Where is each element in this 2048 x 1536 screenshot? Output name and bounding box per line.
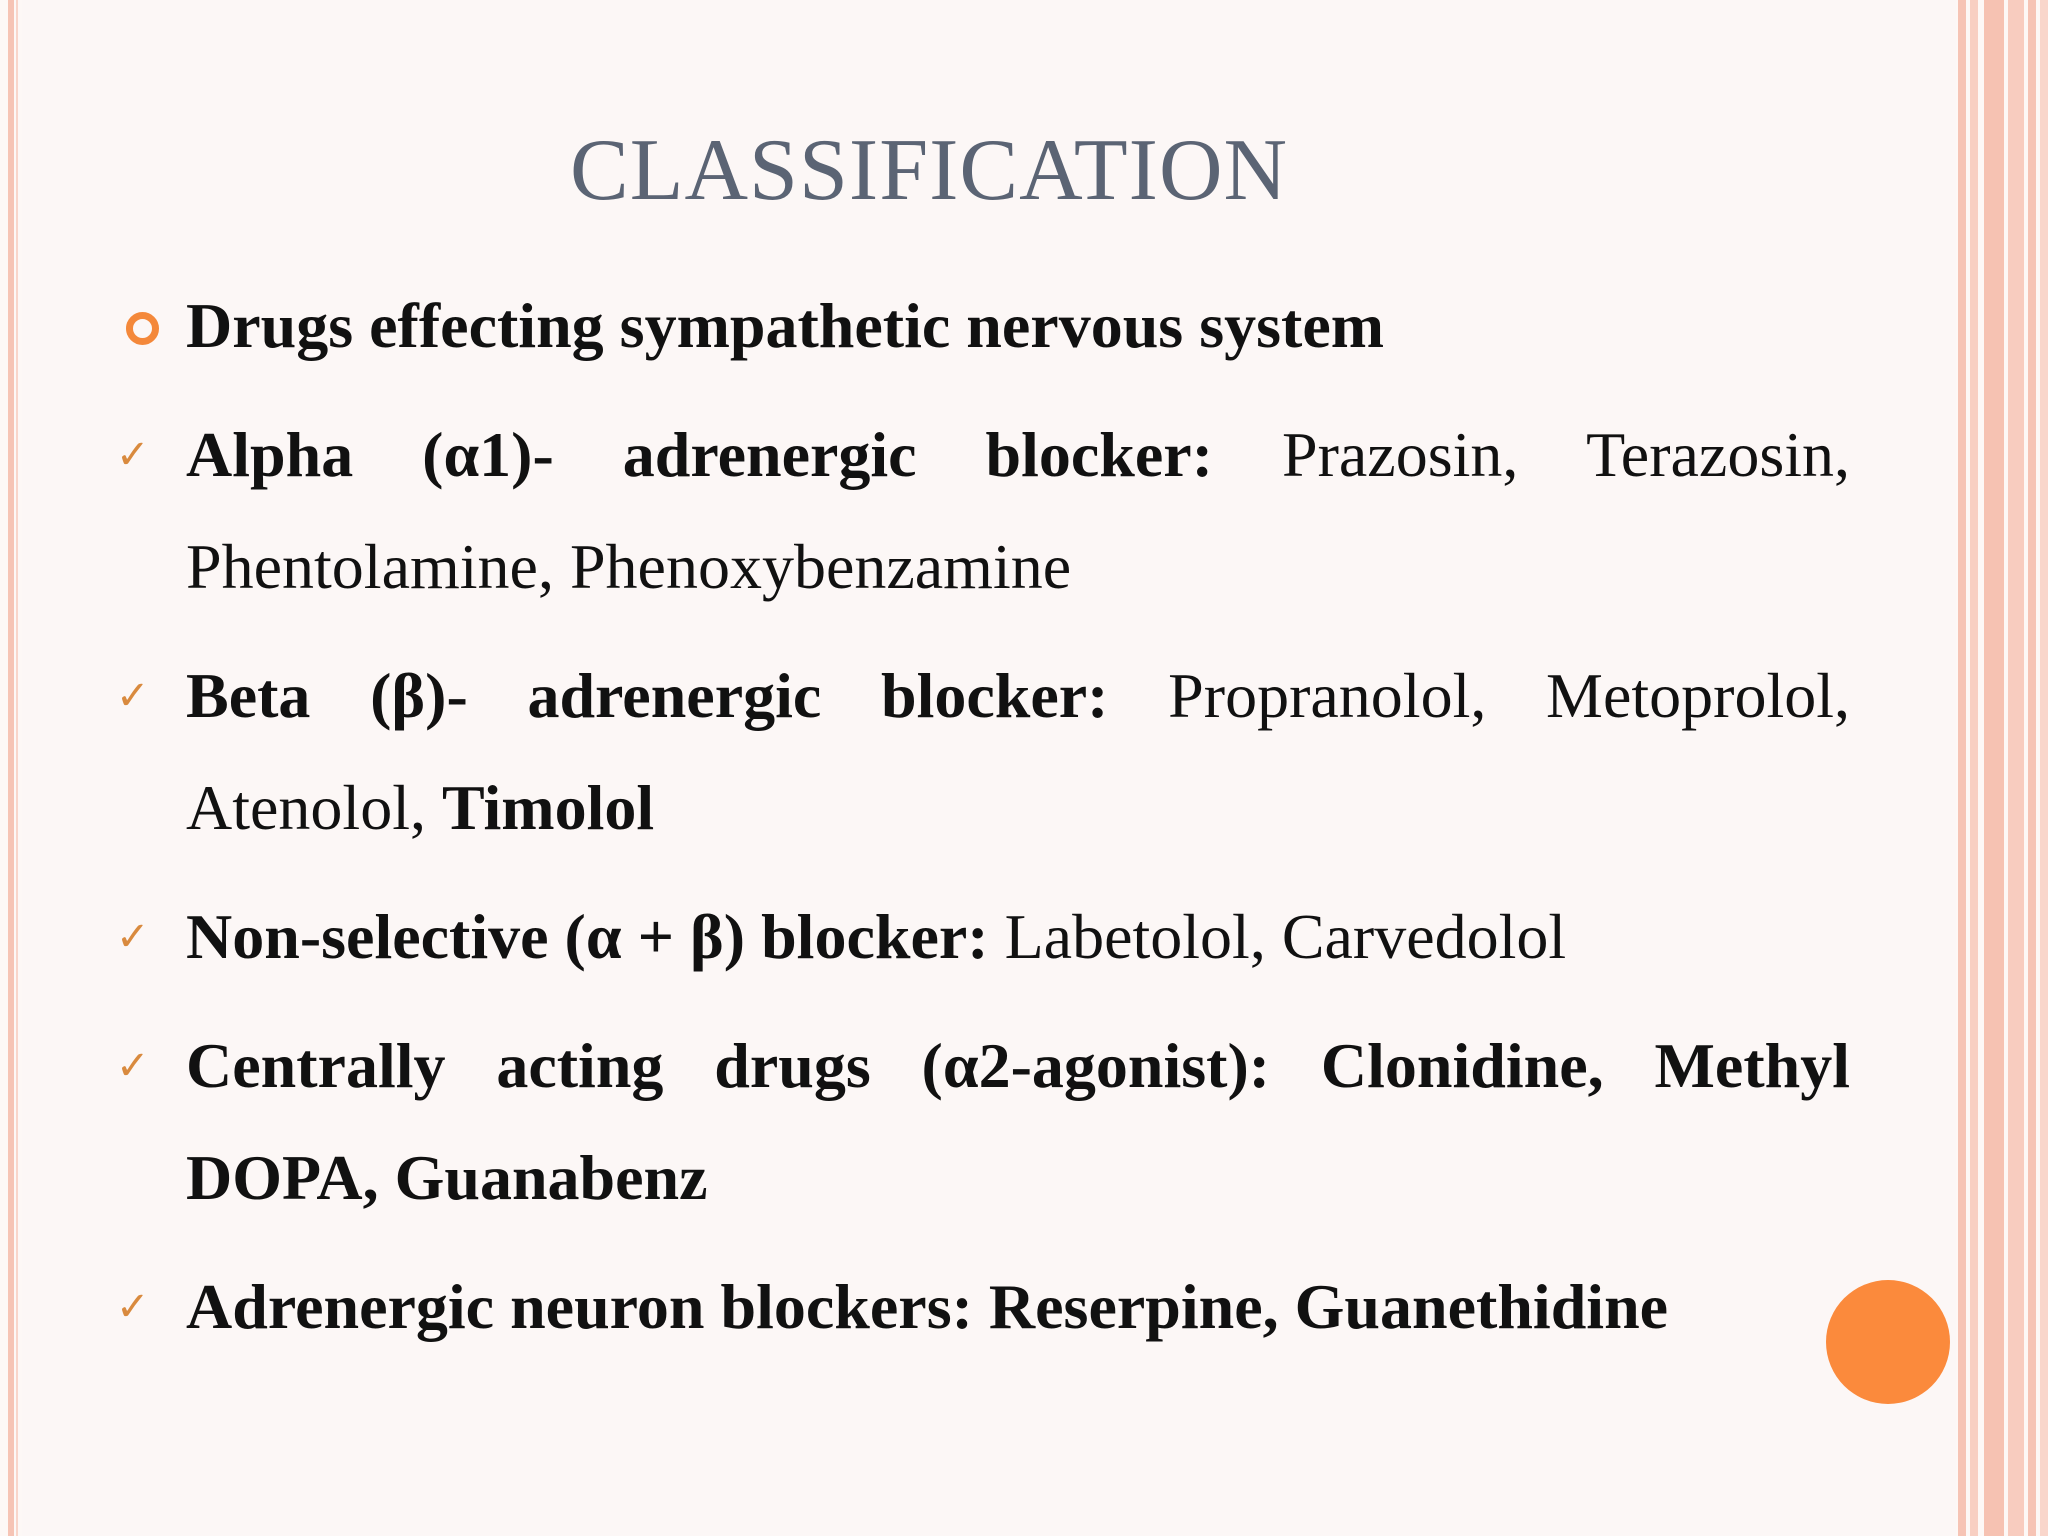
bullet-bold-tail: Timolol bbox=[441, 772, 655, 843]
left-border-stripe bbox=[8, 0, 14, 1536]
right-border-stripe bbox=[1958, 0, 1966, 1536]
bullet-label: Alpha (α1)- adrenergic blocker: bbox=[186, 419, 1214, 490]
right-border-band bbox=[1984, 0, 2004, 1536]
right-border-stripe bbox=[2008, 0, 2024, 1536]
bullet-item-alpha-blocker bbox=[110, 399, 1850, 623]
bullet-text: Labetolol, Carvedolol bbox=[988, 901, 1567, 972]
bullet-text: Prazosin, Terazosin, Phentolamine, Phenoxybenzamine bbox=[186, 419, 1851, 602]
right-border-stripe bbox=[2040, 0, 2048, 1536]
check-icon: ✓ bbox=[116, 1043, 150, 1089]
bullet-item-beta-blocker bbox=[110, 640, 1850, 864]
left-border-stripe-inner bbox=[16, 0, 18, 1536]
bullet-item-centrally-acting bbox=[110, 1010, 1850, 1234]
check-icon: ✓ bbox=[116, 914, 150, 960]
right-border-stripe bbox=[2028, 0, 2036, 1536]
bullet-heading: Drugs effecting sympathetic nervous system bbox=[186, 290, 1385, 361]
bullet-item-adrenergic-neuron bbox=[110, 1251, 1850, 1363]
right-border-stripe bbox=[1970, 0, 1978, 1536]
bullet-label: Adrenergic neuron blockers: Reserpine, Guanethidine bbox=[186, 1271, 1669, 1342]
check-icon: ✓ bbox=[116, 1284, 150, 1330]
bullet-item-sympathetic bbox=[110, 270, 1850, 382]
bullet-label: Non-selective (α + β) blocker: bbox=[186, 901, 989, 972]
check-icon: ✓ bbox=[116, 432, 150, 478]
bullet-item-nonselective-blocker bbox=[110, 881, 1850, 993]
slide-title: CLASSIFICATION bbox=[570, 122, 1289, 219]
bullet-label: Beta (β)- adrenergic blocker: bbox=[186, 660, 1109, 731]
bullet-label: Centrally acting drugs (α2-agonist): Clonidine, Methyl DOPA, Guanabenz bbox=[186, 1030, 1850, 1213]
orange-circle-decoration bbox=[1826, 1280, 1950, 1404]
bullet-list bbox=[110, 270, 1850, 1380]
ring-icon bbox=[126, 312, 159, 345]
check-icon: ✓ bbox=[116, 673, 150, 719]
bullet-text: Propranolol, Metoprolol, Atenolol, bbox=[186, 660, 1850, 843]
